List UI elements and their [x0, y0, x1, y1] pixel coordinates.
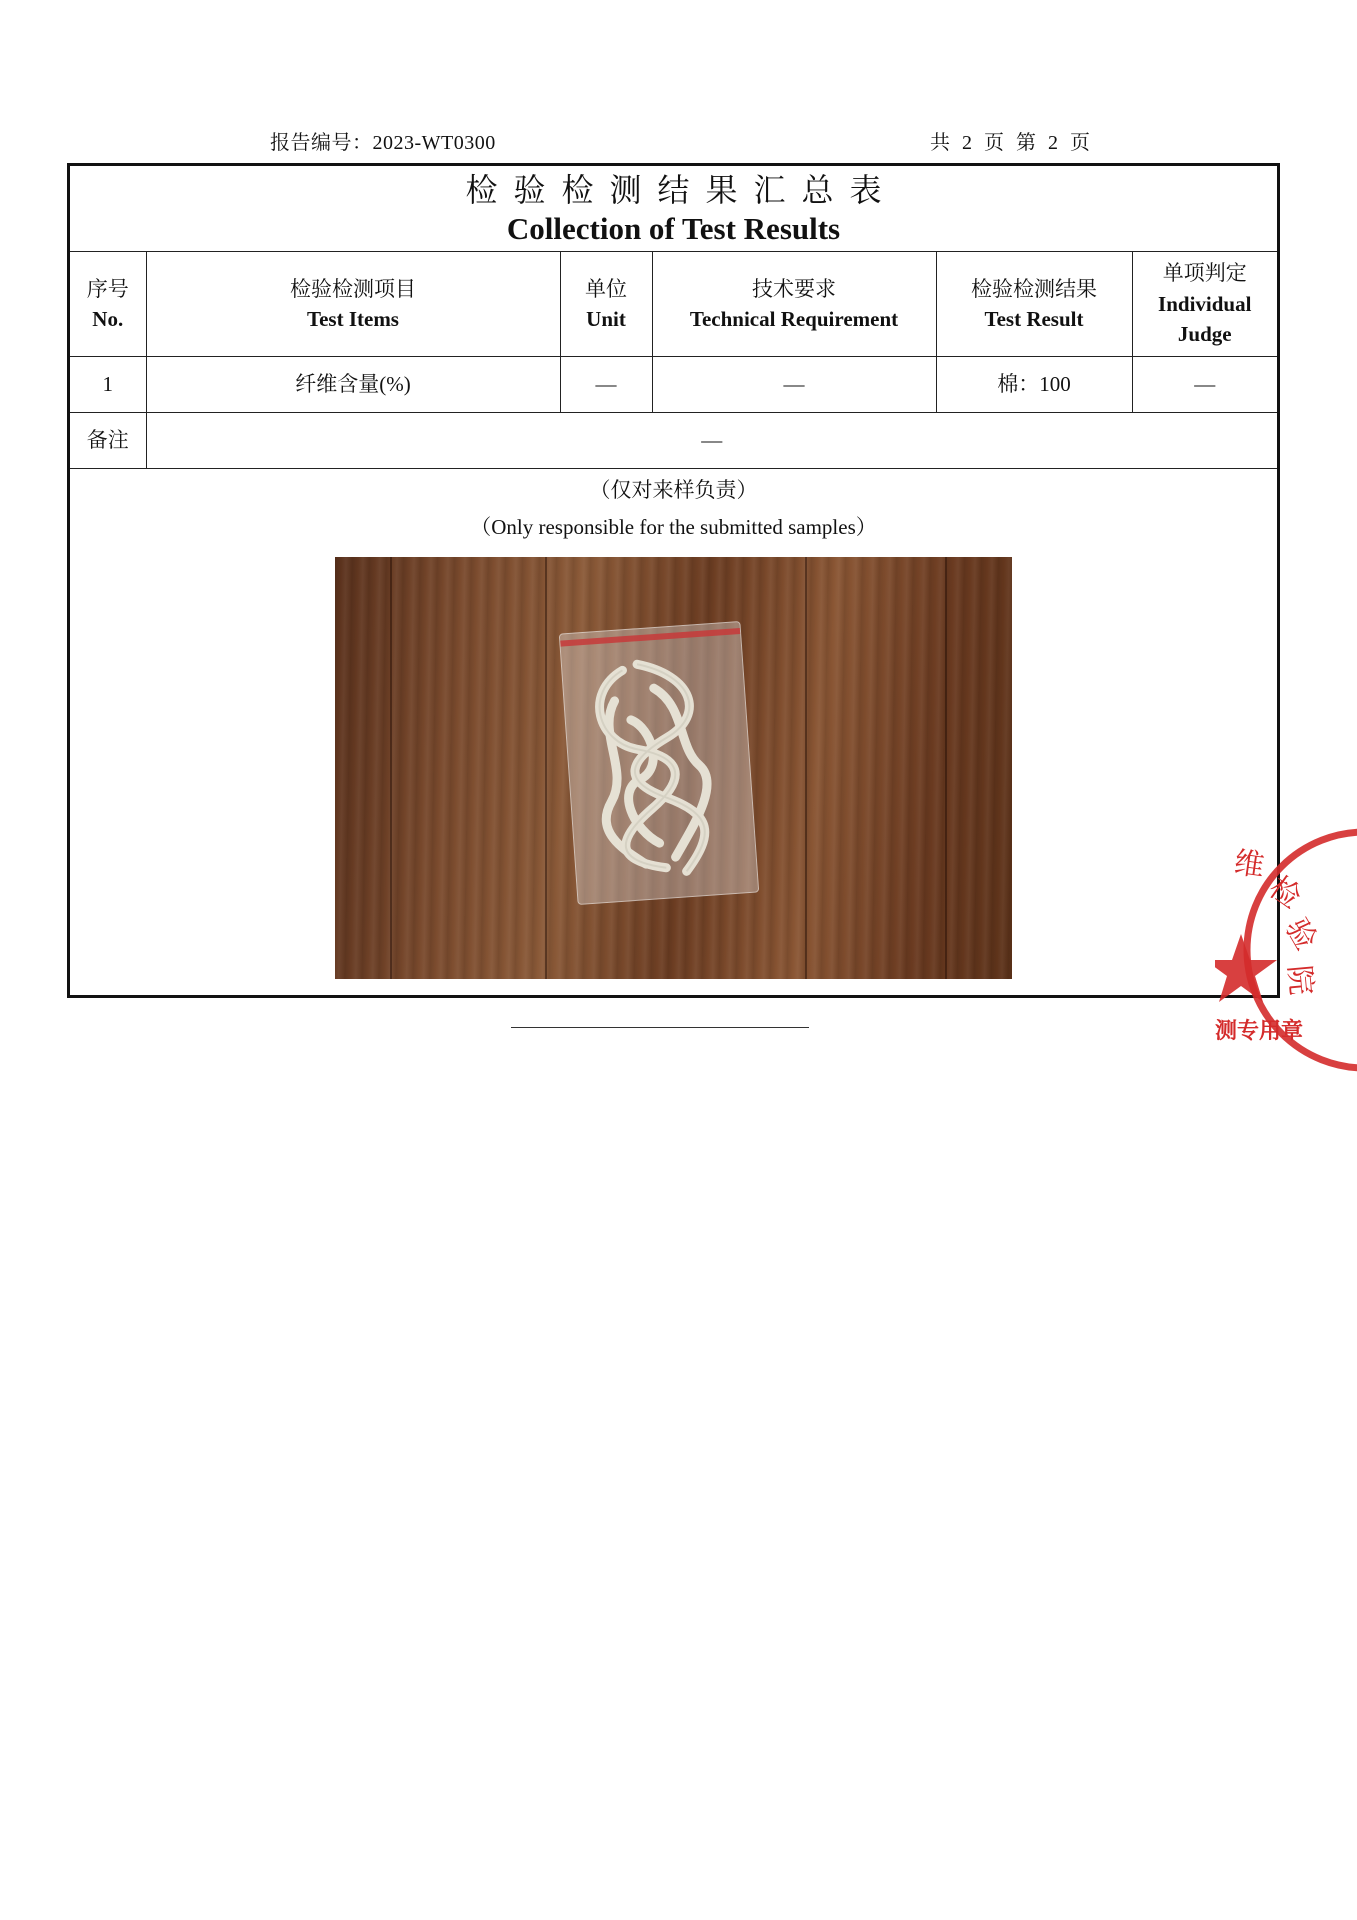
col-header-en: No.: [92, 307, 124, 331]
seal-char: 检: [1262, 869, 1308, 916]
col-header-cn: 单项判定: [1162, 261, 1247, 286]
col-header-judge: [1132, 252, 1277, 357]
col-header-cn: 检验检测项目: [290, 276, 416, 301]
report-number: 报告编号：2023-WT0300: [270, 132, 496, 154]
footer-divider: [511, 1027, 809, 1028]
col-header-unit: [560, 252, 652, 357]
col-header-result: [936, 252, 1132, 357]
cell-unit: —: [560, 357, 652, 413]
title-en: Collection of Test Results: [506, 210, 841, 246]
col-header-no: [70, 252, 146, 357]
results-frame: [67, 163, 1280, 998]
seal-char: 院: [1281, 963, 1319, 997]
cell-result: 棉：100: [936, 357, 1132, 413]
seal-char: 维: [1231, 845, 1267, 885]
official-seal: [1215, 820, 1357, 1080]
results-table: [70, 166, 1277, 469]
col-header-cn: 单位: [585, 276, 627, 301]
table-title: [70, 166, 1277, 252]
col-header-cn: 序号: [86, 276, 129, 301]
col-header-en: Unit: [586, 307, 626, 331]
seal-bottom-text: 测专用章: [1215, 1019, 1304, 1044]
disclaimer-cn: （仅对来样负责）: [589, 478, 758, 502]
disclaimer-en: （Only responsible for the submitted samples）: [470, 515, 877, 539]
col-header-cn: 技术要求: [752, 276, 836, 301]
col-header-en: Individual Judge: [1158, 291, 1252, 347]
page-count: 共 2 页 第 2 页: [930, 132, 1091, 154]
col-header-items: [146, 252, 560, 357]
col-header-cn: 检验检测结果: [971, 276, 1097, 301]
col-header-requirement: [652, 252, 936, 357]
title-cn: 检验检测结果汇总表: [465, 171, 898, 208]
note-row: [70, 413, 1277, 469]
cell-judge: —: [1132, 357, 1277, 413]
cell-no: 1: [70, 357, 146, 413]
col-header-en: Technical Requirement: [689, 307, 899, 331]
sample-photo: [335, 557, 1012, 979]
note-label: 备注: [70, 413, 146, 469]
col-header-en: Test Items: [307, 307, 399, 331]
seal-stamp-icon: [1215, 820, 1357, 1080]
note-value: —: [146, 413, 1277, 469]
table-row: [70, 357, 1277, 413]
cell-item: 纤维含量(%): [146, 357, 560, 413]
sample-bag: [559, 621, 760, 905]
cell-requirement: —: [652, 357, 936, 413]
header-row: [70, 252, 1277, 357]
col-header-en: Test Result: [984, 307, 1084, 331]
seal-char: 验: [1278, 912, 1324, 956]
rope-graphic: [560, 622, 758, 904]
